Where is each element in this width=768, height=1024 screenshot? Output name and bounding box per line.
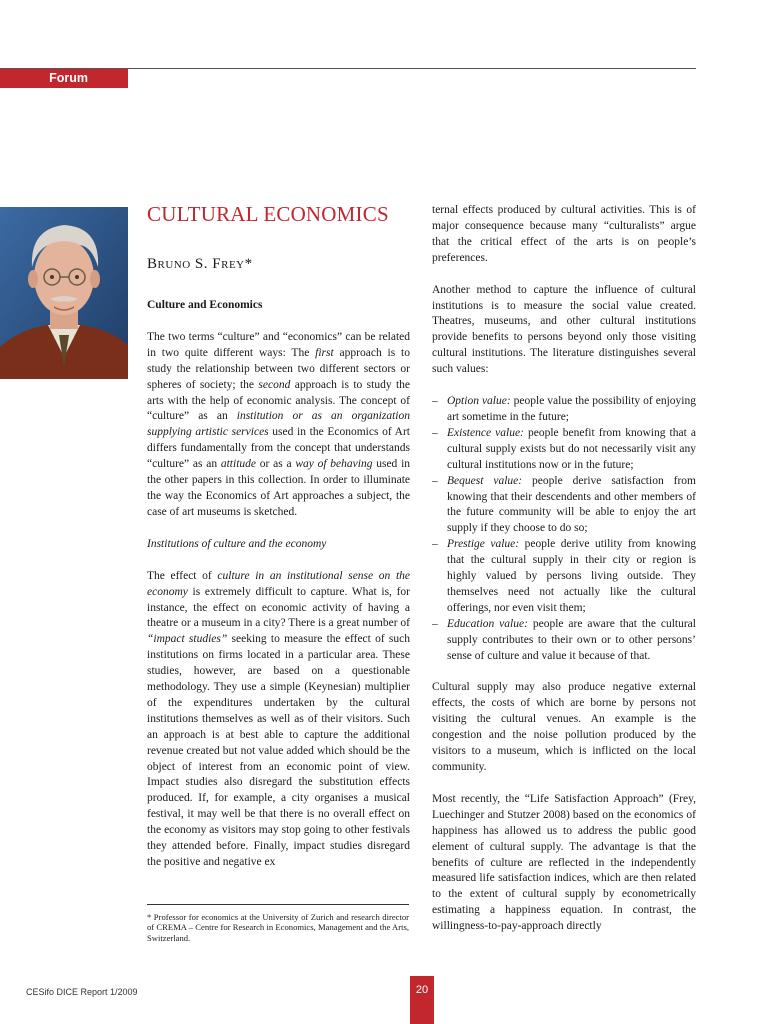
author-portrait xyxy=(0,207,128,379)
value-text: people benefit from knowing that a cultural supply exists but do not necessarily visit any cultural institutions now or in the future; xyxy=(447,426,696,471)
section-tab: Forum xyxy=(0,69,128,88)
paragraph-external-effects: ternal effects produced by cultural activities. This is of major consequence because many “culturalists” argue that the critical effect of the arts is on people’s preferences. xyxy=(432,204,696,264)
value-text: people value the possibility of enjoying art sometime in the future; xyxy=(447,395,696,423)
portrait-icon xyxy=(0,207,128,379)
value-text: people derive satisfaction from knowing that their descendents and other members of the future community will be able to enjoy the art supply if they choose to do so; xyxy=(447,474,696,535)
emphasis: first xyxy=(315,346,334,359)
column-left xyxy=(147,298,410,887)
journal-citation: CESifo DICE Report 1/2009 xyxy=(26,987,138,997)
article-author: Bruno S. Frey* xyxy=(147,256,253,272)
text-run: used in the Economics of Art differs fundamentally from the concept that understands “culture” as an xyxy=(147,426,411,471)
value-term: Education value: xyxy=(447,617,528,630)
paragraph-social-value: Another method to capture the influence of cultural institutions is to measure the social value created. Theatres, museums, and other cultural institutions provide benefits to persons beyond only those visiting cultural institutions. The literature distinguishes several such values: xyxy=(432,283,696,376)
list-item xyxy=(432,537,696,617)
text-run: The effect of xyxy=(147,569,218,582)
footnote: * Professor for economics at the University of Zurich and research director of CREMA – Centre for Research in Economics, Management and the Arts, Switzerland. xyxy=(147,912,409,943)
value-term: Existence value: xyxy=(447,426,524,439)
text-run: seeking to measure the effect of such institutions on firms located in a particular area. These studies, however, are based on a questionable methodology. They use a simple (Keynesian) multiplier of the expenditures undertaken by the cultural institutions themselves as well as of their visitors. Such an approach is at best able to capture the additional revenue created but not value added which should be the object of interest from an economic point of view. Impact studies also disregard the substitution effects produced. If, for example, a city organises a musical festival, it may well be that there is no overall effect on the economy as visitors may stop going to other festivals they attended before. Finally, impact studies disregard the positive and negative ex xyxy=(147,633,410,868)
column-right xyxy=(432,203,696,951)
article-title: CULTURAL ECONOMICS xyxy=(147,202,389,226)
emphasis: culture in an institutional sense on the economy xyxy=(147,569,410,598)
text-run: used in the other papers in this collection. In order to illuminate the way the Economics of Art approaches a subject, the case of art museums is sketched. xyxy=(147,458,411,518)
value-term: Bequest value: xyxy=(447,474,523,487)
page-number: 20 xyxy=(410,976,434,1024)
emphasis: second xyxy=(258,378,291,391)
emphasis: “impact studies” xyxy=(147,633,228,646)
list-item xyxy=(432,617,696,665)
emphasis: way of behaving xyxy=(295,458,373,471)
list-item xyxy=(432,426,696,474)
value-text: people derive utility from knowing that the cultural supply in their city or region is highly valued by persons living outside. They themselves need not actually like the cultural offerings, nor even visit them; xyxy=(447,538,697,614)
text-run: or as a xyxy=(256,458,296,471)
text-run: approach is to study the arts with the help of economic analysis. The concept of “culture” as an xyxy=(147,378,410,423)
paragraph-negative-effects: Cultural supply may also produce negative external effects, the costs of which are borne by persons not visiting the cultural venues. An example is the congestion and the noise pollution produced by the visitors to a museum, which is inflicted on the local community. xyxy=(432,681,696,773)
emphasis: institution or as an organization supplying artistic services xyxy=(147,410,410,439)
text-run: is extremely difficult to capture. What is, for instance, the effect on economic activity of having a theatre or a museum in a city? There is a great number of xyxy=(147,585,410,630)
list-item xyxy=(432,474,696,538)
paragraph-institutions xyxy=(147,569,410,871)
subsection-heading: Institutions of culture and the economy xyxy=(147,537,327,550)
value-term: Prestige value: xyxy=(447,538,520,551)
value-term: Option value: xyxy=(447,395,511,408)
list-item xyxy=(432,394,696,426)
paragraph-intro xyxy=(147,330,410,521)
value-text: people are aware that the cultural supply contributes to their own or to other persons’ sense of culture and value it because of that. xyxy=(447,617,696,662)
emphasis: attitude xyxy=(220,458,256,471)
footnote-rule xyxy=(147,904,409,905)
text-run: The two terms “culture” and “economics” can be related in two quite different ways: The xyxy=(147,330,410,359)
text-run: approach is to study the relationship between two different sectors or spheres of society; the xyxy=(147,346,410,391)
values-list xyxy=(432,394,696,664)
paragraph-life-satisfaction: Most recently, the “Life Satisfaction Approach” (Frey, Luechinger and Stutzer 2008) based on the economics of happiness has allowed us to address the public good element of cultural supply. The advantage is that the benefits of culture are reflected in the independently measured life satisfaction indices, which are then related to the extent of cultural supply by econometrically estimating a happiness equation. In contrast, the willingness-to-pay-approach directly xyxy=(432,792,696,933)
section-heading: Culture and Economics xyxy=(147,299,263,311)
